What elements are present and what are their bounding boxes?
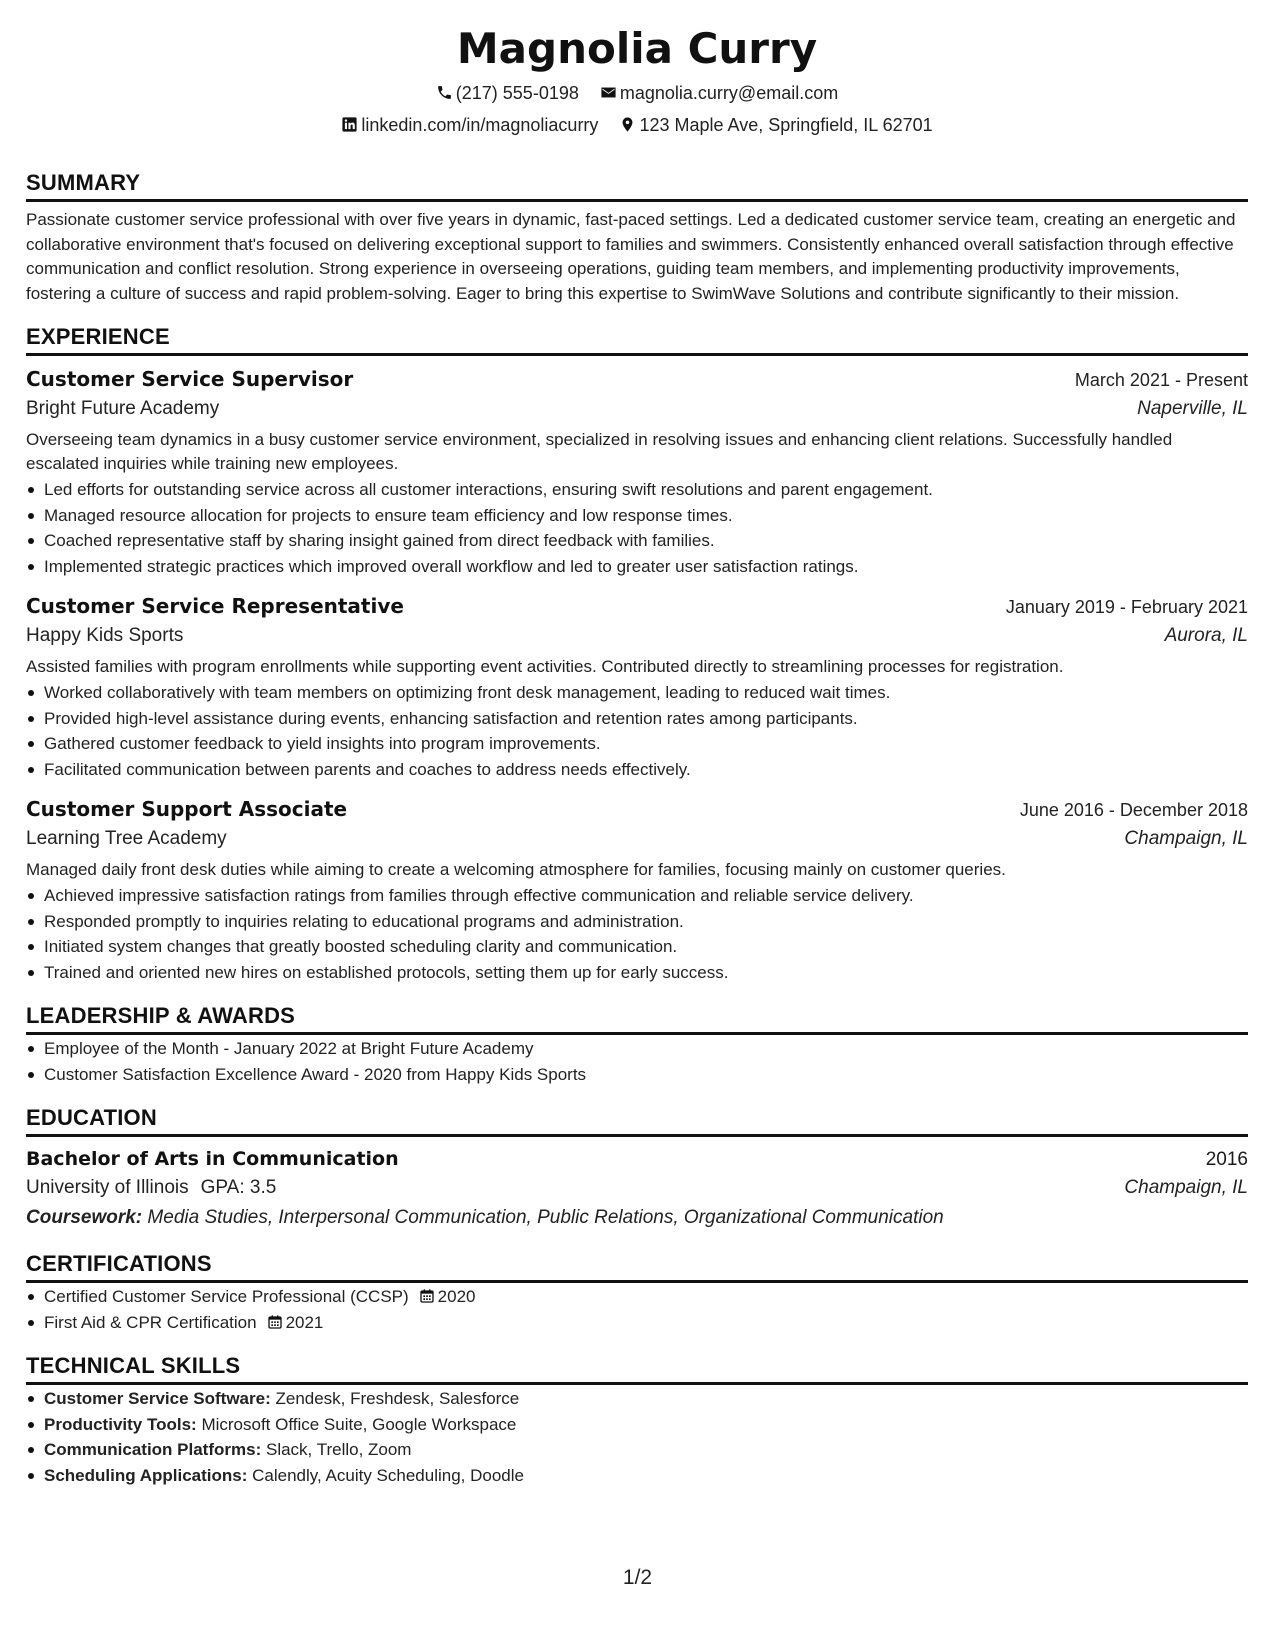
- coursework: [26, 1203, 1248, 1233]
- cert-date: [419, 1284, 476, 1310]
- job-title: Customer Service Supervisor: [26, 367, 354, 391]
- gpa: GPA: 3.5: [200, 1177, 277, 1198]
- linkedin-icon: [341, 116, 358, 133]
- cert-name: First Aid & CPR Certification: [44, 1312, 257, 1332]
- job-bullets: [26, 680, 1248, 782]
- list-item: Employee of the Month - January 2022 at Bright Future Academy: [44, 1036, 1248, 1062]
- list-item: [44, 1386, 1248, 1412]
- contact-phone[interactable]: [436, 82, 579, 104]
- job-title: Customer Service Representative: [26, 594, 404, 618]
- school-location: Champaign, IL: [1124, 1177, 1248, 1198]
- skill-value: Slack, Trello, Zoom: [265, 1440, 412, 1459]
- job-bullets: [26, 477, 1248, 579]
- list-item: Implemented strategic practices which improved overall workflow and led to greater user satisfaction ratings.: [44, 554, 1248, 580]
- contact-line-2: [26, 114, 1248, 136]
- job-org-row: [26, 621, 1248, 651]
- skill-label: Customer Service Software:: [44, 1389, 271, 1408]
- coursework-label: Coursework:: [26, 1207, 143, 1228]
- job-bullets: [26, 883, 1248, 985]
- phone-icon: [436, 84, 453, 101]
- list-item: Facilitated communication between parents and coaches to address needs effectively.: [44, 757, 1248, 783]
- summary-heading: SUMMARY: [26, 170, 1248, 202]
- job-header: [26, 364, 1248, 394]
- job-entry: [26, 591, 1248, 782]
- job-location: Champaign, IL: [1124, 828, 1248, 849]
- phone-text: (217) 555-0198: [455, 83, 579, 103]
- job-title: Customer Support Associate: [26, 797, 348, 821]
- map-pin-icon: [619, 116, 636, 133]
- degree-title: Bachelor of Arts in Communication: [26, 1148, 399, 1170]
- list-item: Trained and oriented new hires on established protocols, setting them up for early success.: [44, 960, 1248, 986]
- job-dates: June 2016 - December 2018: [1019, 800, 1248, 820]
- email-text: magnolia.curry@email.com: [619, 83, 839, 103]
- list-item: Provided high-level assistance during events, enhancing satisfaction and retention rates among participants.: [44, 706, 1248, 732]
- education-school-row: [26, 1173, 1248, 1203]
- job-header: [26, 794, 1248, 824]
- contact-address: [619, 114, 932, 136]
- cert-date: [267, 1310, 324, 1336]
- job-description: Managed daily front desk duties while aiming to create a welcoming atmosphere for families, focusing mainly on customer queries.: [26, 860, 1006, 879]
- education-entry: [26, 1145, 1248, 1233]
- job-location: Aurora, IL: [1164, 625, 1248, 646]
- list-item: Gathered customer feedback to yield insights into program improvements.: [44, 731, 1248, 757]
- job-org: Happy Kids Sports: [26, 625, 184, 646]
- list-item: [44, 1310, 1248, 1336]
- job-description: Assisted families with program enrollments while supporting event activities. Contributed directly to streamlining processes for registration.: [26, 657, 1064, 676]
- summary-text: Passionate customer service professional with over five years in dynamic, fast-paced settings. Led a dedicated customer service team, creating an energetic and collaborative environment that's focused on delivering exceptional support to families and swimmers. Consistently enhanced overall satisfaction through effective communication and conflict resolution. Strong experience in overseeing operations, guiding team members, and implementing productivity improvements, fostering a culture of success and rapid problem-solving. Eager to bring this expertise to SwimWave Solutions and contribute significantly to their mission.: [26, 210, 1236, 303]
- job-entry: [26, 364, 1248, 579]
- list-item: [44, 1437, 1248, 1463]
- list-item: [44, 1463, 1248, 1489]
- candidate-name: Magnolia Curry: [456, 24, 818, 73]
- list-item: Led efforts for outstanding service across all customer interactions, ensuring swift resolutions and parent engagement.: [44, 477, 1248, 503]
- list-item: Worked collaboratively with team members on optimizing front desk management, leading to reduced wait times.: [44, 680, 1248, 706]
- list-item: Achieved impressive satisfaction ratings from families through effective communication and reliable service delivery.: [44, 883, 1248, 909]
- skills-list: [26, 1386, 1248, 1488]
- calendar-icon: [267, 1314, 283, 1330]
- list-item: Responded promptly to inquiries relating to educational programs and administration.: [44, 909, 1248, 935]
- job-dates: January 2019 - February 2021: [1005, 597, 1248, 617]
- skill-value: Calendly, Acuity Scheduling, Doodle: [252, 1465, 524, 1485]
- job-org: Learning Tree Academy: [26, 828, 227, 849]
- list-item: Managed resource allocation for projects to ensure team efficiency and low response times.: [44, 503, 1248, 529]
- graduation-year: 2016: [1205, 1149, 1248, 1170]
- experience-heading: EXPERIENCE: [26, 324, 1248, 356]
- job-header: [26, 591, 1248, 621]
- list-item: [44, 1412, 1248, 1438]
- job-location: Naperville, IL: [1137, 398, 1248, 419]
- contact-email[interactable]: [600, 82, 838, 104]
- skill-label: Communication Platforms:: [44, 1440, 262, 1459]
- certifications-list: [26, 1284, 1248, 1335]
- address-text: 123 Maple Ave, Springfield, IL 62701: [639, 115, 933, 135]
- job-dates: March 2021 - Present: [1074, 370, 1248, 390]
- job-description: Overseeing team dynamics in a busy customer service environment, specialized in resolving issues and enhancing client relations. Successfully handled escalated inquiries while training new employees.: [26, 430, 1173, 473]
- skill-value: Zendesk, Freshdesk, Salesforce: [275, 1389, 520, 1408]
- job-org-row: [26, 394, 1248, 424]
- job-org-row: [26, 824, 1248, 854]
- school-name: University of Illinois: [26, 1177, 189, 1198]
- awards-heading: LEADERSHIP & AWARDS: [26, 1003, 1248, 1035]
- skill-label: Scheduling Applications:: [44, 1465, 248, 1485]
- awards-list: [26, 1036, 1248, 1087]
- skill-label: Productivity Tools:: [44, 1414, 197, 1434]
- list-item: [44, 1284, 1248, 1310]
- linkedin-text: linkedin.com/in/magnoliacurry: [361, 115, 599, 135]
- list-item: Customer Satisfaction Excellence Award - 2020 from Happy Kids Sports: [44, 1062, 1248, 1088]
- education-header: [26, 1145, 1248, 1173]
- list-item: Coached representative staff by sharing insight gained from direct feedback with families.: [44, 528, 1248, 554]
- page-number: 1/2: [622, 1566, 653, 1589]
- coursework-list: Media Studies, Interpersonal Communication, Public Relations, Organizational Communication: [147, 1207, 944, 1228]
- cert-year: 2021: [285, 1312, 324, 1332]
- envelope-icon: [600, 84, 617, 101]
- cert-name: Certified Customer Service Professional (CCSP): [44, 1287, 409, 1306]
- resume-page: [26, 22, 1248, 1488]
- job-entry: [26, 794, 1248, 985]
- cert-year: 2020: [437, 1287, 476, 1306]
- job-org: Bright Future Academy: [26, 398, 220, 419]
- education-heading: EDUCATION: [26, 1105, 1248, 1137]
- certifications-heading: CERTIFICATIONS: [26, 1251, 1248, 1283]
- contact-line-1: [26, 82, 1248, 104]
- school-info: [26, 1173, 276, 1203]
- contact-linkedin[interactable]: [341, 114, 598, 136]
- skills-heading: TECHNICAL SKILLS: [26, 1353, 1248, 1385]
- skill-value: Microsoft Office Suite, Google Workspace: [201, 1414, 517, 1434]
- calendar-icon: [419, 1288, 435, 1304]
- list-item: Initiated system changes that greatly boosted scheduling clarity and communication.: [44, 934, 1248, 960]
